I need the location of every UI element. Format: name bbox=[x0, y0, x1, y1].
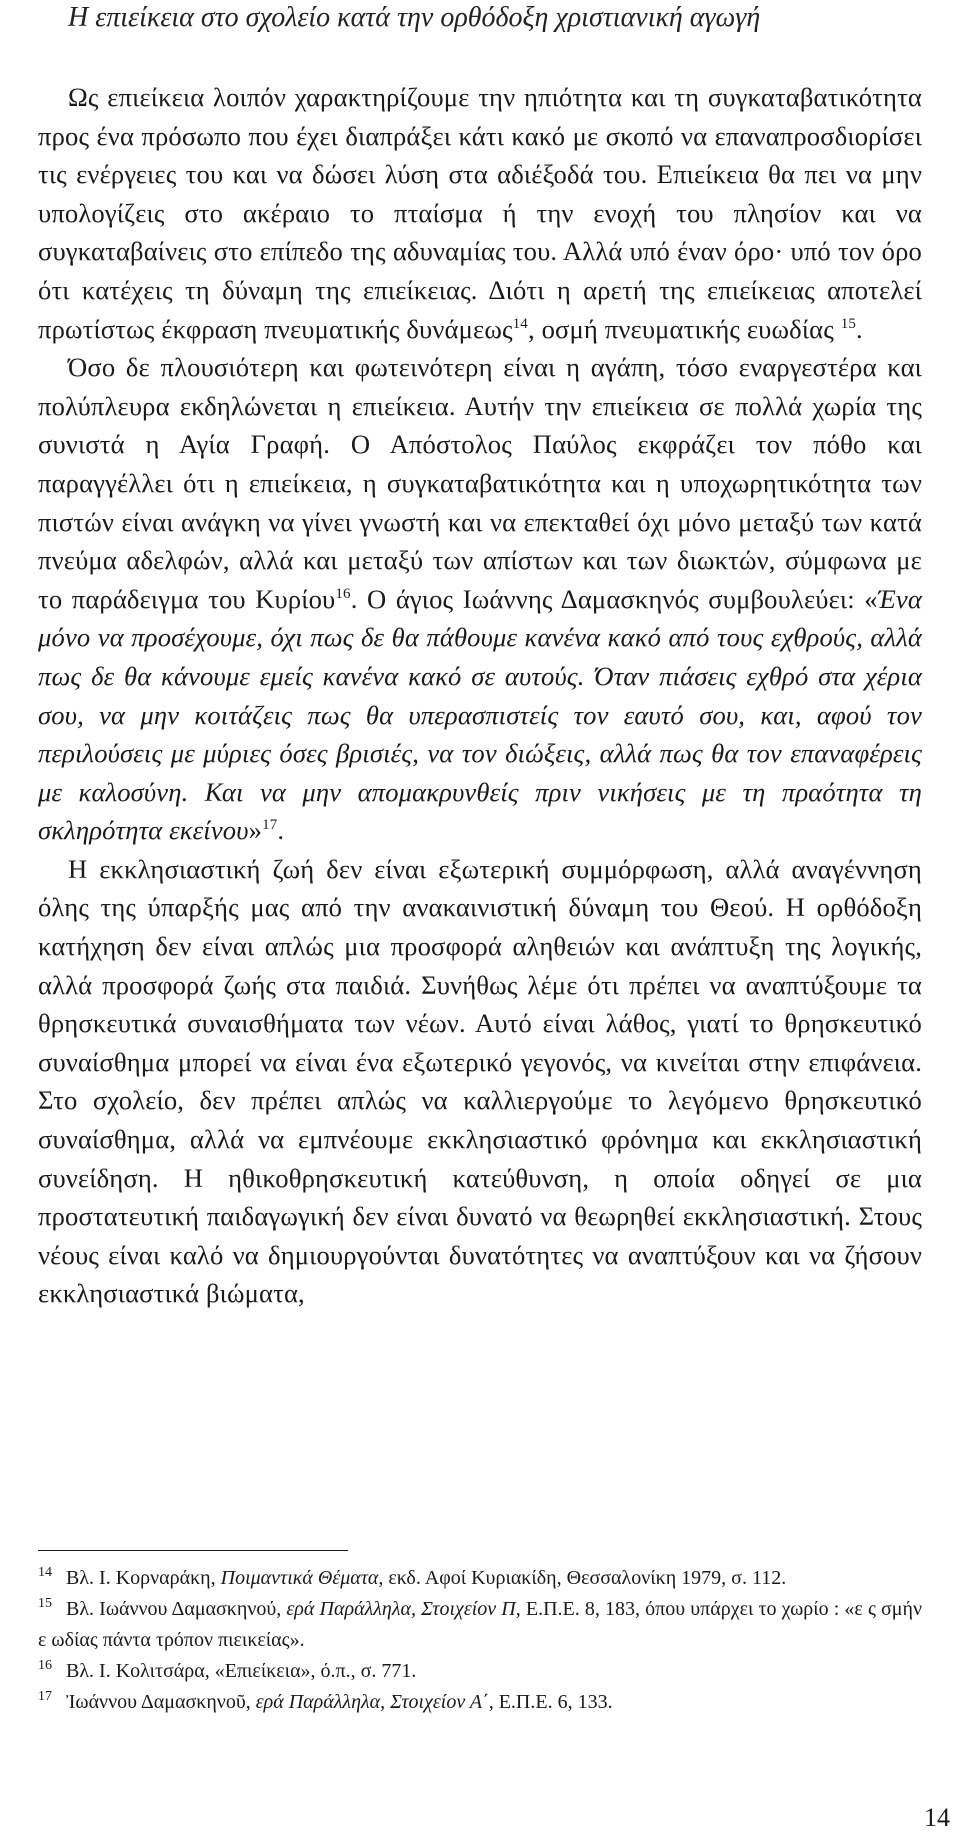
footnote-16: 16 Βλ. Ι. Κολιτσάρα, «Επιείκεια», ό.π., σ. 771. bbox=[38, 1658, 417, 1682]
paragraph-2-text-cont: . Ο άγιος Ιωάννης Δαμασκηνός συμβουλεύει: « bbox=[350, 583, 878, 614]
footnote-ref-15[interactable]: 15 bbox=[840, 315, 857, 332]
paragraph-1-end: . bbox=[856, 313, 863, 344]
paragraph-1-text-cont: , οσμή πνευματικής ευωδίας bbox=[527, 313, 841, 344]
footnote-ref-16[interactable]: 16 bbox=[335, 585, 351, 602]
footnote-text-cont: , εκδ. Αφοί Κυριακίδη, Θεσσαλονίκη 1979, σ. 112. bbox=[378, 1567, 787, 1589]
paragraph-2-end: . bbox=[277, 815, 285, 846]
footnote-text-cont: , Ε.Π.Ε. 6, 133. bbox=[488, 1691, 613, 1713]
footnote-ref-17[interactable]: 17 bbox=[262, 817, 278, 834]
footnotes bbox=[38, 1563, 922, 1718]
paragraph-2 bbox=[38, 348, 922, 850]
footnote-17: 17 Ἰωάννου Δαμασκηνοῦ, ερά Παράλληλα, Στοιχείον Α΄, Ε.Π.Ε. 6, 133. bbox=[38, 1689, 613, 1713]
footnote-text: Βλ. Ι. Κορναράκη, bbox=[66, 1567, 221, 1589]
footnote-text: Βλ. Ι. Κολιτσάρα, «Επιείκεια», ό.π., σ. 771. bbox=[66, 1660, 417, 1682]
footnote-separator bbox=[38, 1550, 348, 1551]
footnote-text: Βλ. Ιωάννου Δαμασκηνού, bbox=[66, 1598, 287, 1620]
running-header: Η επιείκεια στο σχολείο κατά την ορθόδοξη χριστιανική αγωγή bbox=[68, 2, 761, 33]
footnote-text: Ἰωάννου Δαμασκηνοῦ, bbox=[66, 1691, 256, 1713]
footnote-title: ερά Παράλληλα, Στοιχείον Π bbox=[286, 1598, 516, 1620]
footnote-15: 15 Βλ. Ιωάννου Δαμασκηνού, ερά Παράλληλα, Στοιχείον Π, Ε.Π.Ε. 8, 183, όπου υπάρχει το χωρίο : «ε ς σμήν ε ωδίας πάντα τρόπον πιεικείας». bbox=[38, 1596, 923, 1651]
footnote-title: Ποιμαντικά Θέματα bbox=[220, 1567, 379, 1589]
paragraph-3: Η εκκλησιαστική ζωή δεν είναι εξωτερική συμμόρφωση, αλλά αναγέννηση όλης της ύπαρξής μας από την ανακαινιστική δύναμη του Θεού. Η ορθόδοξη κατήχηση δεν είναι απλώς μια προσφορά αληθειών και ανάπτυξη της λογικής, αλλά προσφορά ζωής στα παιδιά. Συνήθως λέμε ότι πρέπει να αναπτύξουμε τα θρησκευτικά συναισθήματα των νέων. Αυτό είναι λάθος, γιατί το θρησκευτικό συναίσθημα μπορεί να είναι ένα εξωτερικό γεγονός, να κινείται στην επιφάνεια. Στο σχολείο, δεν πρέπει απλώς να καλλιεργούμε το λεγόμενο θρησκευτικό συναίσθημα, αλλά να εμπνέουμε εκκλησιαστικό φρόνημα και εκκλησιαστική συνείδηση. Η ηθικοθρησκευτική κατεύθυνση, η οποία οδηγεί σε μια προστατευτική παιδαγωγική δεν είναι δυνατό να θεωρηθεί εκκλησιαστική. Στους νέους είναι καλό να δημιουργούνται δυνατότητες να αναπτύξουν και να ζήσουν εκκλησιαστικά βιώματα, bbox=[38, 853, 922, 1309]
footnote-ref-14[interactable]: 14 bbox=[512, 315, 528, 332]
body-text bbox=[38, 78, 922, 1313]
footnote-text-cont: , Ε.Π.Ε. 8, 183, όπου υπάρχει το χωρίο : «ε ς σμήν ε ωδίας πάντα τρόπον πιεικείας». bbox=[38, 1598, 923, 1651]
footnote-title: ερά Παράλληλα, Στοιχείον Α΄ bbox=[255, 1691, 489, 1713]
page-number: 14 bbox=[924, 1803, 950, 1832]
paragraph-1-text: Ως επιείκεια λοιπόν χαρακτηρίζουμε την ηπιότητα και τη συγκαταβατικότητα προς ένα πρόσωπο που έχει διαπράξει κάτι κακό με σκοπό να επαναπροσδιορίσει τις ενέργειες του και να δώσει λύση στα αδιέξοδά του. Επιείκεια θα πει να μην υπολογίζεις στο ακέραιο το πταίσμα ή την ενοχή του πλησίον και να συγκαταβαίνεις στο επίπεδο της αδυναμίας του. Αλλά υπό έναν όρο· υπό τον όρο ότι κατέχεις τη δύναμη της επιείκειας. Διότι η αρετή της επιείκειας αποτελεί πρωτίστως έκφραση πνευματικής δυνάμεως bbox=[38, 82, 922, 344]
footnote-14: 14 Βλ. Ι. Κορναράκη, Ποιμαντικά Θέματα, εκδ. Αφοί Κυριακίδη, Θεσσαλονίκη 1979, σ. 112. bbox=[38, 1565, 787, 1589]
paragraph-1 bbox=[38, 78, 922, 348]
damascene-quote: Ένα μόνο να προσέχουμε, όχι πως δε θα πάθουμε κανένα κακό από τους εχθρούς, αλλά πως δε θα κάνουμε εμείς κανένα κακό σε αυτούς. Όταν πιάσεις εχθρό στα χέρια σου, να μην κοιτάζεις πως θα υπερασπιστείς τον εαυτό σου, και, αφού τον περιλούσεις με μύριες όσες βρισιές, να τον διώξεις, αλλά πως θα τον επαναφέρεις με καλοσύνη. Και να μην απομακρυνθείς πριν νικήσεις με τη πραότητα τη σκληρότητα εκείνου bbox=[38, 583, 922, 846]
paragraph-2-text: Όσο δε πλουσιότερη και φωτεινότερη είναι η αγάπη, τόσο εναργεστέρα και πολύπλευρα εκδηλώνεται η επιείκεια. Αυτήν την επιείκεια σε πολλά χωρία της συνιστά η Αγία Γραφή. Ο Απόστολος Παύλος εκφράζει τον πόθο και παραγγέλλει ότι η επιείκεια, η συγκαταβατικότητα και η υποχωρητικότητα των πιστών είναι ανάγκη να γίνει γνωστή και να επεκταθεί όχι μόνο μεταξύ των κατά πνεύμα αδελφών, αλλά και μεταξύ των απίστων και των διωκτών, σύμφωνα με το παράδειγμα του Κυρίου bbox=[38, 352, 922, 614]
quote-close: » bbox=[248, 815, 263, 846]
